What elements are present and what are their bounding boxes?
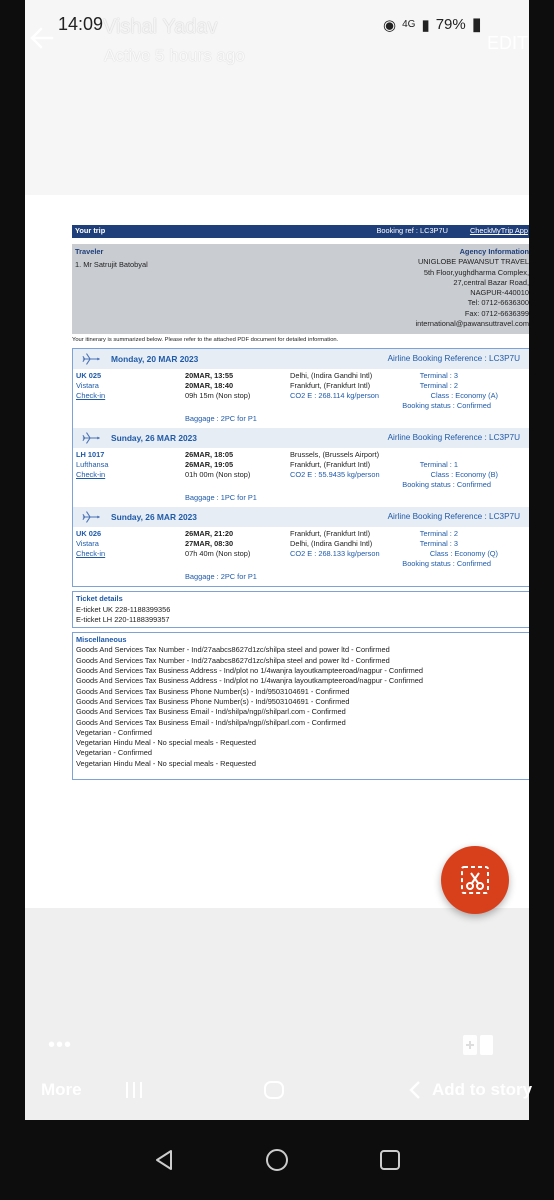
airline-booking-ref: Airline Booking Reference : LC3P7U [387,433,520,443]
home-overview-icon[interactable] [263,1080,285,1100]
recent-apps-icon[interactable] [124,1080,144,1100]
airline-booking-ref: Airline Booking Reference : LC3P7U [387,512,520,522]
viewer-screen [25,0,529,1120]
agency-line: 27,central Bazar Road, [453,277,529,287]
misc-label: Miscellaneous [76,635,127,645]
misc-line: Goods And Services Tax Number - Ind/27aabcs8627d1zc/shilpa steel and power ltd - Confirmed [76,645,390,655]
checkmytrip-link[interactable]: CheckMyTrip App [469,226,528,236]
airline-name: Vistara [76,539,99,549]
agency-line: UNIGLOBE PAWANSUT TRAVEL [417,257,529,267]
misc-line: Goods And Services Tax Number - Ind/27aabcs8627d1zc/shilpa steel and power ltd - Confirmed [76,655,390,665]
summary-note: Your itinerary is summarized below. Please refer to the attached PDF document for detailed information. [72,337,339,343]
nav-recents-icon[interactable] [378,1148,402,1172]
terminal-arr: Terminal : 1 [419,460,458,470]
ticket-line: E-ticket UK 228-1188399356 [76,604,171,614]
terminal-arr: Terminal : 2 [419,381,458,391]
misc-line: Goods And Services Tax Business Phone Number(s) - Ind/9503104691 - Confirmed [76,696,350,706]
status-bar [0,0,554,50]
destination: Delhi, (Indira Gandhi Intl) [290,539,373,549]
misc-line: Vegetarian - Confirmed [76,748,152,758]
more-button[interactable]: More [41,1080,82,1099]
segments-box [72,348,529,587]
segment-header [73,428,529,448]
ticket-line: E-ticket LH 220-1188399357 [76,614,170,624]
traveler-label: Traveler [75,247,104,256]
segment-date: Sunday, 26 MAR 2023 [111,433,197,444]
agency-label: Agency Information [459,247,529,256]
arrival-time: 20MAR, 18:40 [185,381,234,391]
terminal-dep: Terminal : 3 [419,371,458,381]
co2: CO2 E : 268.114 kg/person [290,391,380,401]
edit-button[interactable]: EDIT [487,33,529,53]
agency-line: NAGPUR-440010 [470,288,529,298]
booking-ref: Booking ref : LC3P7U [376,226,448,236]
departure-time: 26MAR, 18:05 [185,450,234,460]
contact-name: Vishal Yadav [103,16,218,38]
hotspot-icon: ◉ [383,16,397,34]
segment-row [73,527,529,586]
airline-booking-ref: Airline Booking Reference : LC3P7U [387,354,520,364]
booking-status: Booking status : Confirmed [402,480,491,490]
checkin-link[interactable]: Check-in [76,549,106,559]
origin: Brussels, (Brussels Airport) [290,450,380,460]
origin: Delhi, (Indira Gandhi Intl) [290,371,373,381]
segment-date: Monday, 20 MAR 2023 [111,354,199,365]
arrival-time: 27MAR, 08:30 [185,539,234,549]
misc-line: Goods And Services Tax Business Address - Ind/plot no 1/4wanjra layoutkampteeroad/nagpur - Confirmed [76,666,424,676]
duration: 09h 15m (Non stop) [185,391,251,401]
network-type: 4G [402,19,416,30]
terminal-arr: Terminal : 3 [419,539,458,549]
departure-time: 26MAR, 21:20 [185,529,234,539]
agency-info [416,247,530,329]
class: Class : Economy (A) [430,391,498,401]
checkin-link[interactable]: Check-in [76,470,106,480]
segment-header [73,349,529,369]
booking-status: Booking status : Confirmed [402,401,491,411]
segment-row [73,369,529,428]
misc-line: Goods And Services Tax Business Address - Ind/plot no 1/4wanjra layoutkampteeroad/nagpur - Confirmed [76,676,424,686]
segment-row [73,448,529,507]
itinerary-document [72,225,529,780]
side-by-side-icon[interactable] [462,1033,494,1057]
add-to-story-button[interactable]: Add to story [432,1080,533,1099]
traveler-name: 1. Mr Satrujit Batobyal [75,260,148,269]
misc-line: Vegetarian Hindu Meal - No special meals - Requested [76,758,256,768]
arrival-time: 26MAR, 19:05 [185,460,234,470]
ticket-details-box [72,591,529,628]
doc-title: Your trip [75,226,106,236]
segment-header [73,507,529,527]
clock: 14:09 [58,14,104,34]
segment-date: Sunday, 26 MAR 2023 [111,512,197,523]
co2: CO2 E : 268.133 kg/person [290,549,380,559]
system-icons [383,14,482,35]
plane-icon [82,431,100,445]
misc-line: Vegetarian - Confirmed [76,727,152,737]
more-options-icon[interactable]: ••• [48,1034,73,1056]
agency-line: 5th Floor,yughdharma Complex, [423,267,529,277]
system-nav-bar [0,1120,554,1200]
agency-line: Tel: 0712-6636300 [467,298,529,308]
contact-status: Active 5 hours ago [104,46,245,65]
plane-icon [82,352,100,366]
flight-number: UK 025 [76,371,102,381]
nav-back-icon[interactable] [152,1148,176,1172]
plane-icon [82,510,100,524]
misc-line: Goods And Services Tax Business Email - Ind/shilpa/ngp//shilparl.com - Confirmed [76,707,346,717]
battery-level: 79% [435,16,466,33]
booking-status: Booking status : Confirmed [402,559,491,569]
chevron-left-icon[interactable] [408,1080,422,1100]
co2: CO2 E : 55.9435 kg/person [290,470,380,480]
signal-icon: ▮ [421,16,430,34]
flight-number: UK 026 [76,529,102,539]
misc-line: Goods And Services Tax Business Email - Ind/shilpa/ngp//shilparl.com - Confirmed [76,717,346,727]
destination: Frankfurt, (Frankfurt Intl) [290,381,371,391]
crop-scan-button[interactable] [441,846,509,914]
destination: Frankfurt, (Frankfurt Intl) [290,460,371,470]
airline-name: Lufthansa [76,460,109,470]
duration: 07h 40m (Non stop) [185,549,251,559]
misc-line: Vegetarian Hindu Meal - No special meals - Requested [76,738,256,748]
misc-box [72,632,529,780]
class: Class : Economy (Q) [429,549,498,559]
terminal-dep: Terminal : 2 [419,529,458,539]
agency-line: Fax: 0712-6636399 [464,308,529,318]
departure-time: 20MAR, 13:55 [185,371,234,381]
airline-name: Vistara [76,381,99,391]
misc-line: Goods And Services Tax Business Phone Number(s) - Ind/9503104691 - Confirmed [76,686,350,696]
ticket-details-label: Ticket details [76,594,123,604]
doc-header-bar [72,225,529,238]
class: Class : Economy (B) [430,470,498,480]
baggage: Baggage : 1PC for P1 [185,493,257,503]
origin: Frankfurt, (Frankfurt Intl) [290,529,371,539]
checkin-link[interactable]: Check-in [76,391,106,401]
scissors-crop-icon [459,864,491,896]
traveler-agency-panel [72,244,529,334]
baggage: Baggage : 2PC for P1 [185,572,257,582]
baggage: Baggage : 2PC for P1 [185,414,257,424]
flight-number: LH 1017 [76,450,105,460]
duration: 01h 00m (Non stop) [185,470,251,480]
nav-home-icon[interactable] [265,1148,289,1172]
battery-icon: ▮ [471,14,482,34]
agency-line: international@pawansuttravel.com [415,319,529,329]
